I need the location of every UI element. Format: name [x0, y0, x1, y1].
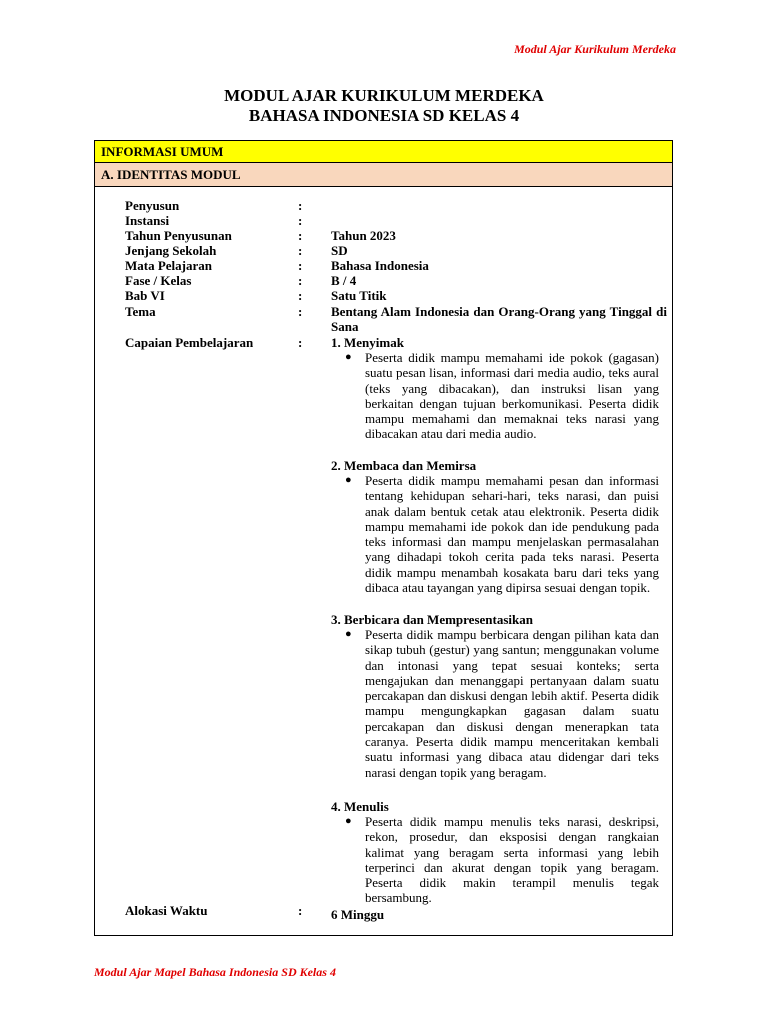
section-module-identity: A. IDENTITAS MODUL: [95, 163, 672, 187]
field-label: Fase / Kelas: [125, 273, 192, 288]
field-separator: :: [298, 335, 303, 350]
field-value: Satu Titik: [331, 288, 387, 303]
field-value: SD: [331, 243, 348, 258]
header-note: Modul Ajar Kurikulum Merdeka: [514, 42, 676, 56]
field-label: Mata Pelajaran: [125, 258, 213, 273]
field-label: Instansi: [125, 213, 170, 228]
field-value: B / 4: [331, 273, 357, 288]
field-label: Penyusun: [125, 198, 180, 213]
field-value: 6 Minggu: [331, 907, 385, 922]
field-value: Bentang Alam Indonesia dan Orang-Orang yang Tinggal di Sana: [331, 304, 667, 335]
document-title: [0, 86, 768, 126]
capaian-heading-berbicara: 3. Berbicara dan Mempresentasikan: [331, 612, 533, 627]
bullet-text: Peserta didik mampu menulis teks narasi, deskripsi, rekon, prosedur, dan eksposisi dengan rangkaian kalimat yang beragam serta informasi yang lebih terperinci dan akurat dengan topik yang beragam. Peserta didik makin terampil menulis tegak bersambung.: [365, 814, 659, 906]
field-label: Bab VI: [125, 288, 165, 303]
capaian-heading-menyimak: 1. Menyimak: [331, 335, 404, 350]
bullet-icon: ●: [345, 628, 352, 640]
bullet-icon: ●: [345, 815, 352, 827]
capaian-bullet-berbicara: [345, 627, 659, 780]
capaian-bullet-membaca: [345, 473, 659, 595]
field-separator: :: [298, 213, 303, 228]
title-line-1: MODUL AJAR KURIKULUM MERDEKA: [224, 86, 544, 105]
field-label: Jenjang Sekolah: [125, 243, 217, 258]
capaian-heading-membaca: 2. Membaca dan Memirsa: [331, 458, 477, 473]
bullet-icon: ●: [345, 474, 352, 486]
field-separator: :: [298, 228, 303, 243]
section-general-info: INFORMASI UMUM: [95, 141, 672, 163]
field-value: Bahasa Indonesia: [331, 258, 429, 273]
capaian-bullet-menulis: [345, 814, 659, 906]
bullet-text: Peserta didik mampu berbicara dengan pilihan kata dan sikap tubuh (gestur) yang santun; menggunakan volume dan intonasi yang tepat sesuai konteks; serta mengajukan dan menanggapi pertanyaan dalam suatu percakapan dan diskusi dengan lebih aktif. Peserta didik mampu mengungkapkan gagasan dalam suatu percakapan dan diskusi dengan menerapkan tata caranya. Peserta didik mampu menceritakan kembali suatu informasi yang dibaca atau didengar dari teks narasi dengan topik yang beragam.: [365, 627, 659, 780]
field-label: Capaian Pembelajaran: [125, 335, 254, 350]
capaian-heading-menulis: 4. Menulis: [331, 799, 389, 814]
field-separator: :: [298, 243, 303, 258]
field-separator: :: [298, 903, 303, 918]
capaian-bullet-menyimak: [345, 350, 659, 442]
field-separator: :: [298, 288, 303, 303]
bullet-text: Peserta didik mampu memahami pesan dan informasi tentang kehidupan sehari-hari, teks narasi, dan puisi anak dalam bentuk cetak atau elektronik. Peserta didik mampu memahami ide pokok dan ide pendukung pada teks informasi dan mampu menjelaskan permasalahan yang dihadapi tokoh cerita pada teks narasi. Peserta didik mampu menambah kosakata baru dari teks yang dibaca atau tayangan yang dipirsa sesuai dengan topik.: [365, 473, 659, 596]
field-separator: :: [298, 304, 303, 319]
bullet-text: Peserta didik mampu memahami ide pokok (gagasan) suatu pesan lisan, informasi dari media audio, teks aural (teks yang dibacakan), dan instruksi lisan yang berkaitan dengan tujuan berkomunikasi. Peserta didik mampu memahami dan memaknai teks narasi yang dibacakan atau dari media audio.: [365, 350, 659, 442]
field-value: Tahun 2023: [331, 228, 396, 243]
field-separator: :: [298, 273, 303, 288]
field-label: Alokasi Waktu: [125, 903, 208, 918]
field-separator: :: [298, 198, 303, 213]
title-line-2: BAHASA INDONESIA SD KELAS 4: [248, 106, 520, 125]
field-label: Tahun Penyusunan: [125, 228, 232, 243]
footer-note: Modul Ajar Mapel Bahasa Indonesia SD Kelas 4: [94, 965, 336, 979]
field-label: Tema: [125, 304, 156, 319]
field-separator: :: [298, 258, 303, 273]
module-table: [94, 140, 673, 936]
bullet-icon: ●: [345, 351, 352, 363]
